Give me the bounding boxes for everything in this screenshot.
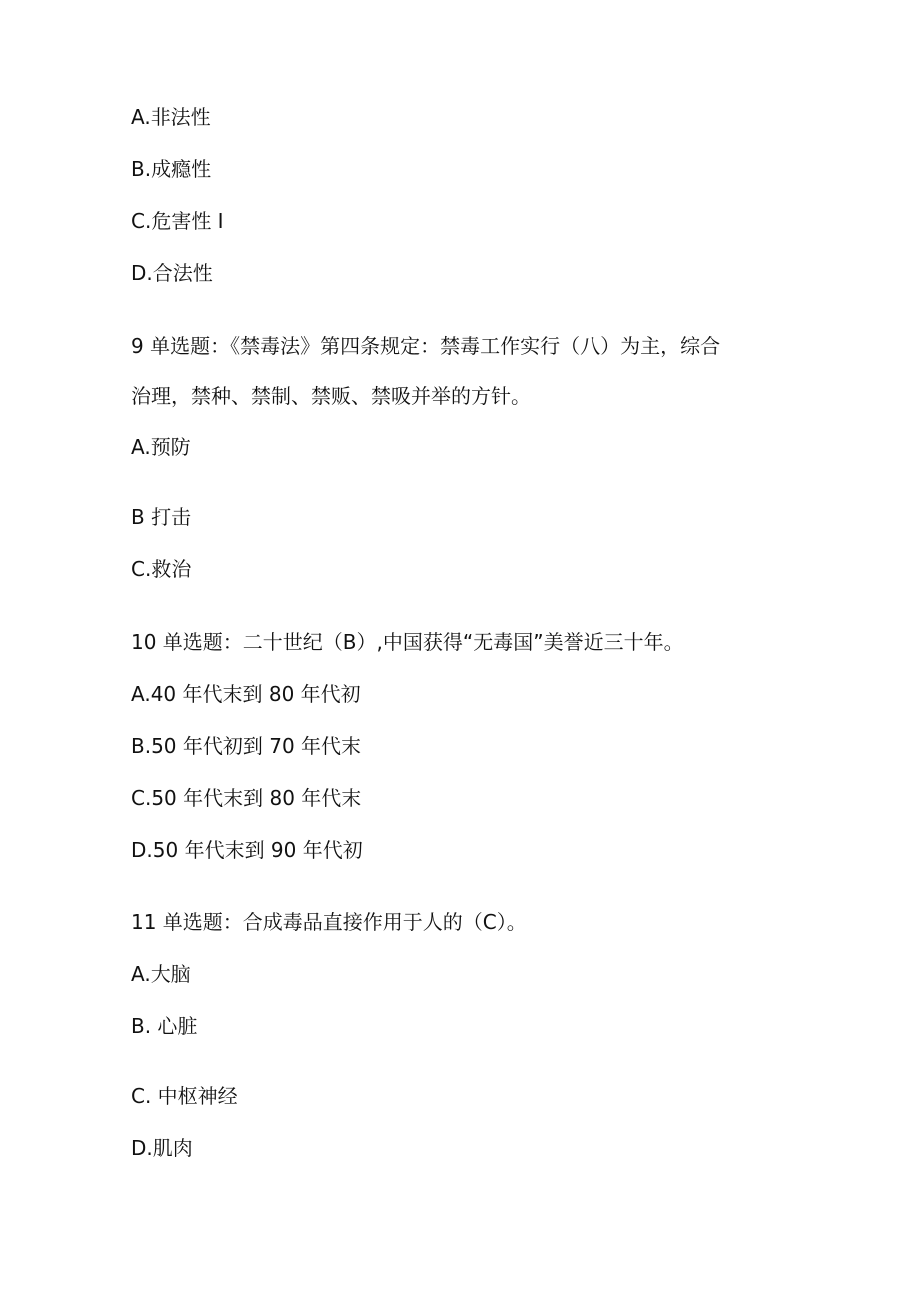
- q8-option-a: A.非法性: [131, 105, 211, 129]
- q11-question: 11 单选题：合成毒品直接作用于人的（C）。: [131, 910, 527, 934]
- q10-question: 10 单选题：二十世纪（B）,中国获得“无毒国”美誉近三十年。: [131, 630, 684, 654]
- q10-option-a: A.40 年代末到 80 年代初: [131, 682, 361, 706]
- q11-option-c: C. 中枢神经: [131, 1084, 238, 1108]
- q10-option-b: B.50 年代初到 70 年代末: [131, 734, 362, 758]
- q8-option-d: D.合法性: [131, 261, 213, 285]
- q8-option-c: C.危害性 I: [131, 209, 224, 233]
- q10-option-d: D.50 年代末到 90 年代初: [131, 838, 363, 862]
- q8-option-b: B.成瘾性: [131, 157, 212, 181]
- q11-option-a: A.大脑: [131, 962, 191, 986]
- q9-question-line1: 9 单选题：《禁毒法》第四条规定：禁毒工作实行（八）为主，综合: [131, 334, 721, 358]
- q9-option-c: C.救治: [131, 557, 192, 581]
- q11-option-d: D.肌肉: [131, 1136, 193, 1160]
- q9-option-a: A.预防: [131, 435, 191, 459]
- q10-option-c: C.50 年代末到 80 年代末: [131, 786, 362, 810]
- q9-option-b: B 打击: [131, 505, 192, 529]
- q11-option-b: B. 心脏: [131, 1014, 198, 1038]
- q9-question-line2: 治理，禁种、禁制、禁贩、禁吸并举的方针。: [131, 384, 531, 408]
